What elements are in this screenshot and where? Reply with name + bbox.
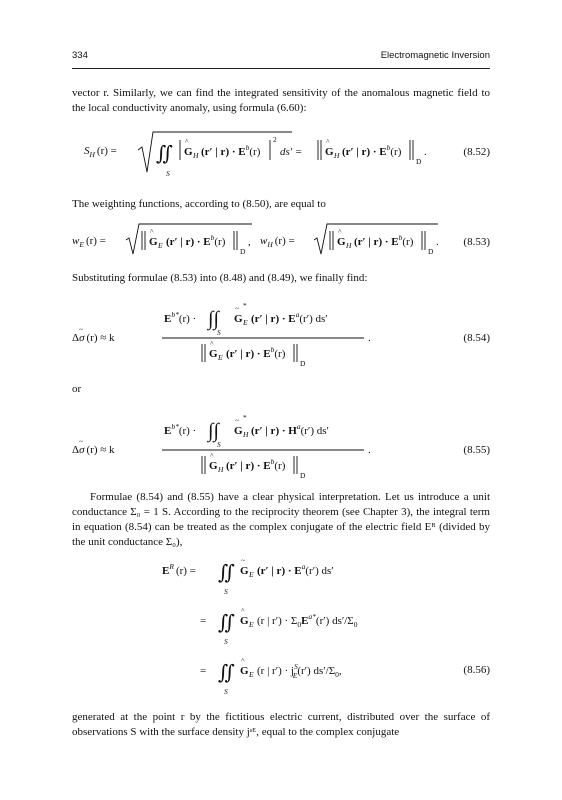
svg-text:G: G xyxy=(184,146,193,158)
page-number: 334 xyxy=(72,50,88,61)
svg-text:G: G xyxy=(209,348,218,360)
running-header xyxy=(72,50,490,66)
svg-text:G: G xyxy=(325,146,334,158)
svg-text:∫∫: ∫∫ xyxy=(208,308,219,330)
svg-text:^: ^ xyxy=(150,227,154,236)
svg-text:E: E xyxy=(158,241,163,250)
svg-text:(r′ | r) · Eb(r): (r′ | $r) \cdot E^b(r)$ xyxy=(226,457,286,472)
equation-8-54-formula xyxy=(72,298,490,374)
svg-text:^: ^ xyxy=(210,451,214,460)
equation-8-55 xyxy=(72,410,490,486)
svg-text:~: ~ xyxy=(235,416,240,425)
svg-text:.: . xyxy=(368,444,371,456)
svg-text:(r | r′) · Σ0Ea*(r′) ds′/Σ0: (r | $r') \cdot \Sigma_0E^{a*}(r')$ $ds'/\Sigma_0$ xyxy=(257,612,358,629)
svg-text:~: ~ xyxy=(79,325,84,334)
svg-text:(r′ | r) · Eb(r): (r′ | $r) \cdot E^b(r)$ xyxy=(342,143,402,158)
paragraph-4: Formulae (8.54) and (8.55) have a clear physical interpretation. Let us introduce a unit conductance Σ₀ = 1 S. According to the reciprocity theorem (see Chapter 3), the integral term in equation (8.54) can be treated as the complex conjugate of the electric field Eᴿ (divided by the unit conductance Σ₀), xyxy=(72,491,490,548)
svg-text:^: ^ xyxy=(210,339,214,348)
svg-text:*: * xyxy=(243,301,247,310)
header-rule xyxy=(72,68,490,69)
paragraph-5: generated at the point r by the fictitious electric current, distributed over the surface of observations S with the surface density jˢᴱ, equal to the complex conjugate xyxy=(72,711,490,738)
svg-text:Eb*(r) ·: $E^{b*}(r)$ · xyxy=(164,310,197,325)
svg-text:E: E xyxy=(218,353,223,362)
svg-text:∬: ∬ xyxy=(156,143,174,165)
running-title: Electromagnetic Inversion xyxy=(380,50,490,61)
svg-text:G: G xyxy=(209,460,218,472)
svg-text:H: H xyxy=(218,465,224,474)
svg-text:(r′ | r) · Eb(r): (r′ | $r) \cdot E^b(r)$ xyxy=(166,233,226,248)
equation-number-8-56: (8.56) xyxy=(463,664,490,676)
svg-text:S: S xyxy=(224,687,228,696)
paragraph-3: Substituting formulae (8.53) into (8.48) and (8.49), we finally find: xyxy=(72,272,368,284)
svg-text:2: 2 xyxy=(273,135,277,144)
svg-text:S: S xyxy=(217,440,221,449)
svg-text:(r′ | r) · Ea(r′) ds′: (r′ | $r) \cdot E^a(r')$ ds′ xyxy=(251,310,328,325)
equation-8-54 xyxy=(72,298,490,374)
equation-8-52 xyxy=(72,128,490,182)
svg-text:E: E xyxy=(243,318,248,327)
svg-text:.: . xyxy=(424,146,427,158)
equation-8-53 xyxy=(72,220,490,260)
svg-text:G: G xyxy=(234,425,243,437)
svg-text:H: H xyxy=(334,151,340,160)
svg-text:∬: ∬ xyxy=(218,662,236,684)
svg-text:H: H xyxy=(193,151,199,160)
svg-text:(r′ | r) · Ha(r′) ds′: (r′ | $r) \cdot H^a(r')$ ds′ xyxy=(251,422,329,437)
svg-text:*: * xyxy=(243,413,247,422)
svg-text:ds′ =: ds′ = xyxy=(280,146,303,158)
equation-number-8-52: (8.52) xyxy=(463,146,490,158)
svg-text:S: S xyxy=(166,169,170,178)
svg-text:D: D xyxy=(240,247,246,256)
svg-text:,: , xyxy=(248,236,251,248)
svg-text:S: S xyxy=(224,637,228,646)
svg-text:Δσ(r) ≈ k: Δσ (r) ≈ k xyxy=(72,444,115,456)
svg-text:(r′ | r) · Ea(r′) ds′: (r′ | $r) \cdot E^a(r')$ ds′ xyxy=(257,562,334,577)
svg-text:.: . xyxy=(368,332,371,344)
svg-text:^: ^ xyxy=(185,137,189,146)
equation-8-52-formula xyxy=(72,128,490,182)
paragraph-1: vector r. Similarly, we can find the integrated sensitivity of the anomalous magnetic field to the local conductivity anomaly, using formula (6.60): xyxy=(72,87,490,114)
svg-text:(r | r′) · jSE(r′) ds′/Σ0,: (r | $r') \cdot j^S$ E(r′) $ds'/\Sigma_0$, xyxy=(257,662,342,680)
paragraph-2: The weighting functions, according to (8.50), are equal to xyxy=(72,198,326,210)
svg-text:wH(r) =: $w_H$ (r) = xyxy=(260,235,295,249)
svg-text:D: D xyxy=(300,359,306,368)
svg-text:G: G xyxy=(234,313,243,325)
svg-text:ER(r) =: $E^R$ (r) = xyxy=(162,562,196,577)
svg-text:^: ^ xyxy=(241,656,245,665)
svg-text:Δσ(r) ≈ k: Δσ (r) ≈ k xyxy=(72,332,115,344)
svg-text:~: ~ xyxy=(235,304,240,313)
svg-text:^: ^ xyxy=(326,137,330,146)
svg-text:(r′ | r) · Eb(r): (r′ | $r) \cdot E^b(r)$ xyxy=(201,143,261,158)
svg-text:E: E xyxy=(249,670,254,679)
svg-text:^: ^ xyxy=(338,227,342,236)
svg-text:G: G xyxy=(240,565,249,577)
svg-text:G: G xyxy=(337,236,346,248)
svg-text:D: D xyxy=(428,247,434,256)
svg-text:(r′ | r) · Eb(r): (r′ | $r) \cdot E^b(r)$ xyxy=(354,233,414,248)
svg-text:∬: ∬ xyxy=(218,562,236,584)
svg-text:Eb*(r) ·: $E^{b*}(r)$ · xyxy=(164,422,197,437)
svg-text:^: ^ xyxy=(241,606,245,615)
paragraph-or: or xyxy=(72,383,82,395)
svg-text:S: S xyxy=(217,328,221,337)
svg-text:E: E xyxy=(249,570,254,579)
equation-8-56-formula xyxy=(72,550,490,698)
svg-text:H: H xyxy=(243,430,249,439)
svg-text:H: H xyxy=(346,241,352,250)
svg-text:.: . xyxy=(436,236,439,248)
svg-text:∫∫: ∫∫ xyxy=(208,420,219,442)
svg-text:(r′ | r) · Eb(r): (r′ | $r) \cdot E^b(r)$ xyxy=(226,345,286,360)
equation-number-8-53: (8.53) xyxy=(463,236,490,248)
svg-text:~: ~ xyxy=(241,556,246,565)
svg-text:D: D xyxy=(416,157,422,166)
svg-text:wE(r) =: $w_E$ (r) = xyxy=(72,235,106,249)
equation-number-8-54: (8.54) xyxy=(463,332,490,344)
svg-text:D: D xyxy=(300,471,306,480)
equation-number-8-55: (8.55) xyxy=(463,444,490,456)
svg-text:G: G xyxy=(240,615,249,627)
svg-text:∬: ∬ xyxy=(218,612,236,634)
svg-text:G: G xyxy=(149,236,158,248)
equation-8-56 xyxy=(72,550,490,698)
svg-text:E: E xyxy=(249,620,254,629)
svg-text:=: = xyxy=(200,615,207,627)
svg-text:~: ~ xyxy=(79,437,84,446)
equation-8-53-formula xyxy=(72,220,490,260)
equation-8-55-formula xyxy=(72,410,490,486)
svg-text:=: = xyxy=(200,665,207,677)
svg-text:SH(r) =: $S_H$ (r) = xyxy=(84,145,117,159)
svg-text:G: G xyxy=(240,665,249,677)
svg-text:S: S xyxy=(224,587,228,596)
